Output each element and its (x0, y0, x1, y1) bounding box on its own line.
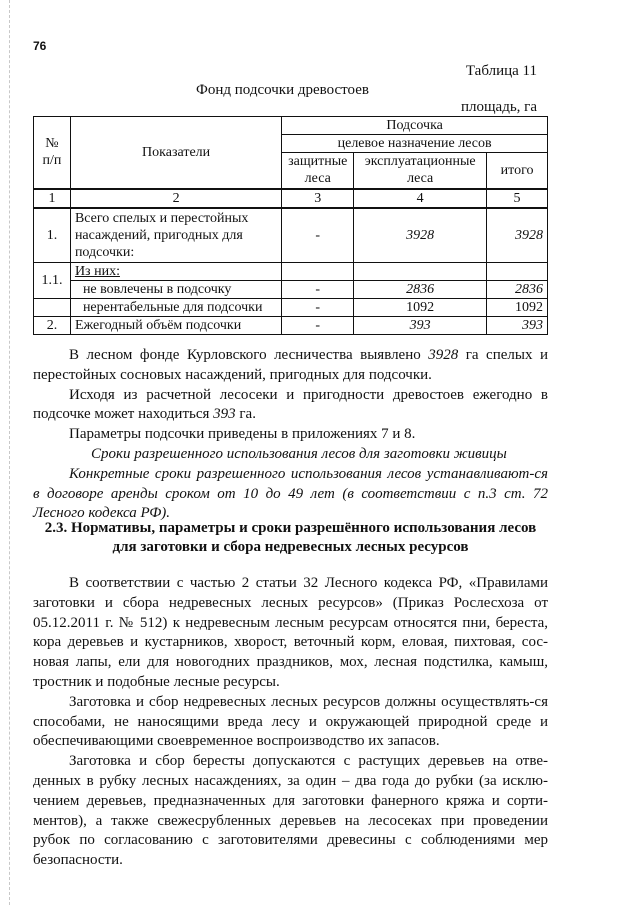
column-number: 1 (34, 189, 71, 208)
table-row (34, 281, 548, 299)
row-protective: - (282, 281, 354, 299)
row-num: 1.1. (34, 263, 71, 299)
header-exploitation: эксплуатационные леса (354, 153, 487, 189)
header-indicators: Показатели (70, 117, 281, 189)
table-title: Фонд подсочки древостоев (196, 82, 369, 98)
row-exploitation: 393 (354, 317, 487, 335)
section-heading: 2.3. Нормативы, параметры и сроки разрешённого использования лесов для заготовки и сбора недревесных лесных ресурсов (44, 520, 537, 555)
intro-p2-area: 393 (213, 406, 236, 423)
page-number: 76 (33, 39, 47, 53)
column-number: 3 (282, 189, 354, 208)
column-number: 4 (354, 189, 487, 208)
section-paragraph-3: Заготовка и сбор бересты допускаются с растущих деревьев на отве-денных в рубку лесных насаждениях, за один – два года до рубки (за исклю-чением деревьев, предназначенных для заготовки фанерного кряжа и сорти-ментов), а также свежесрубленных деревьев на лесосеках при проведении рубок по согласованию с заготовителями древесины с соблюдениями мер безопасности. (33, 753, 548, 869)
intro-p2-text-a: Исходя из расчетной лесосеки и пригодности древостоев ежегодно в подсочке может находиться (33, 386, 548, 423)
row-name: Всего спелых и перестойных насаждений, пригодных для подсочки: (70, 208, 281, 263)
header-num: № п/п (34, 117, 71, 189)
row-name: Из них: (70, 263, 281, 281)
row-exploitation (354, 263, 487, 281)
intro-p1-text-b: га спелых и перестойных сосновых насаждений, пригодных для подсочки. (33, 347, 548, 383)
row-num-empty (34, 299, 71, 317)
tapping-fund-table (33, 116, 548, 335)
intro-paragraph-4: Сроки разрешенного использования лесов для заготовки живицы (91, 445, 507, 462)
row-protective: - (282, 317, 354, 335)
row-name: не вовлечены в подсочку (70, 281, 281, 299)
intro-p1-area: 3928 (428, 347, 459, 363)
table-unit: площадь, га (460, 99, 537, 115)
intro-paragraph-5: Конкретные сроки разрешенного использования лесов устанавливают-ся в договоре аренды сроком от 10 до 49 лет (в соответствии с п.3 ст. 72 Лесного кодекса РФ). (33, 465, 548, 522)
row-total: 2836 (487, 281, 548, 299)
row-num: 2. (34, 317, 71, 335)
row-name: нерентабельные для подсочки (70, 299, 281, 317)
column-number: 5 (487, 189, 548, 208)
intro-text (33, 346, 548, 524)
header-protective: защитные леса (282, 153, 354, 189)
table-row (34, 299, 548, 317)
row-exploitation: 1092 (354, 299, 487, 317)
section-paragraph-1: В соответствии с частью 2 статьи 32 Лесного кодекса РФ, «Правилами заготовки и сбора недревесных лесных ресурсов» (Приказ Рослесхоза от 05.12.2011 г. № 512) к недревесным лесным ресурсам относятся пни, береста, кора деревьев и кустарников, хворост, веточный корм, еловая, пихтовая, сос-новая лапы, ели для новогодних праздников, мох, лесная подстилка, камыш, тростник и подобные лесные ресурсы. (33, 575, 548, 690)
column-number: 2 (70, 189, 281, 208)
intro-p2-text-b: га. (235, 406, 256, 423)
header-tapping: Подсочка (282, 117, 548, 135)
row-total: 3928 (487, 208, 548, 263)
header-total: итого (487, 153, 548, 189)
row-num: 1. (34, 208, 71, 263)
row-protective: - (282, 299, 354, 317)
row-exploitation: 3928 (354, 208, 487, 263)
table-label: Таблица 11 (465, 63, 537, 79)
scan-edge-line (9, 0, 11, 905)
row-total: 393 (487, 317, 548, 335)
row-name: Ежегодный объём подсочки (70, 317, 281, 335)
row-total: 1092 (487, 299, 548, 317)
intro-p1-text-a: В лесном фонде Курловского лесничества выявлено (69, 347, 429, 363)
table-row (34, 317, 548, 335)
row-total (487, 263, 548, 281)
row-protective (282, 263, 354, 281)
table-row (34, 208, 548, 263)
intro-paragraph-2 (33, 386, 548, 426)
section-paragraph-2: Заготовка и сбор недревесных лесных ресурсов должны осуществлять-ся способами, не наносящими вреда лесу и окружающей природной среде и обеспечивающими своевременное воспроизводство их запасов. (33, 693, 548, 750)
row-protective: - (282, 208, 354, 263)
intro-paragraph-3: Параметры подсочки приведены в приложениях 7 и 8. (69, 426, 416, 443)
header-purpose: целевое назначение лесов (282, 135, 548, 153)
row-exploitation: 2836 (354, 281, 487, 299)
intro-paragraph-1 (33, 346, 548, 386)
column-number-row (34, 189, 548, 208)
section-text (33, 574, 548, 871)
table-row (34, 263, 548, 281)
